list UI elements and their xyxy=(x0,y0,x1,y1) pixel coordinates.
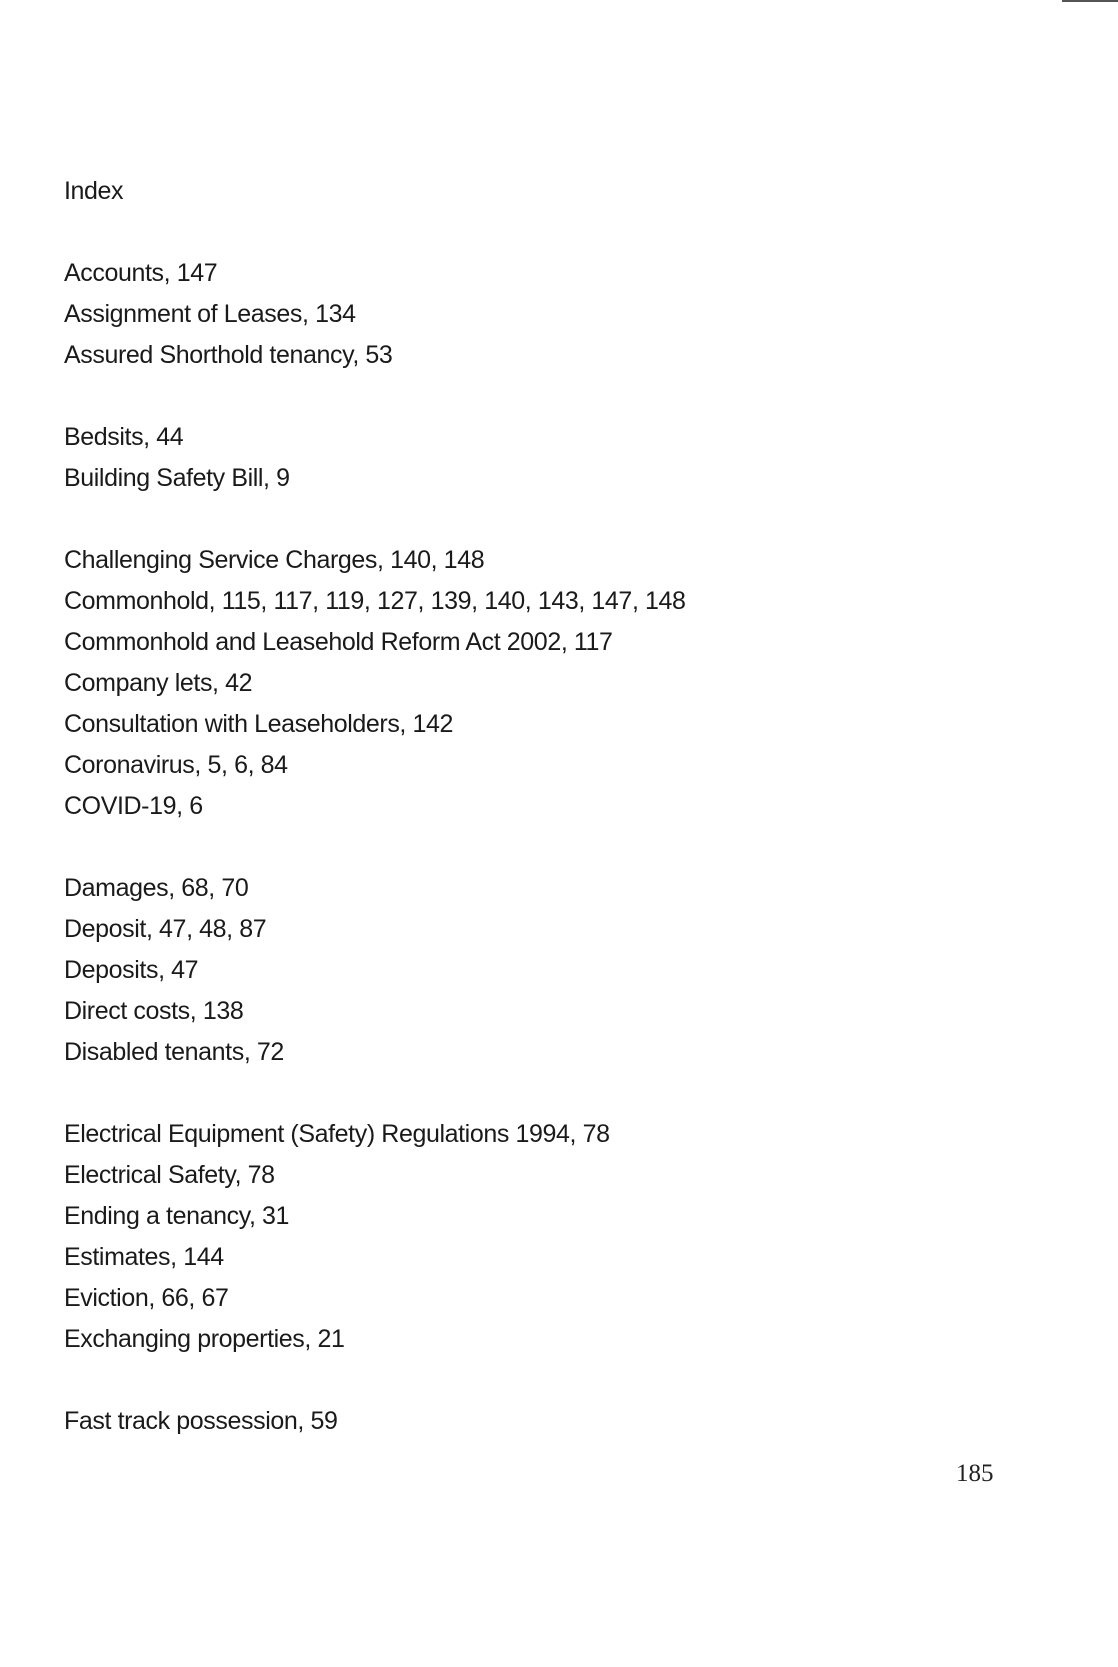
index-title: Index xyxy=(64,177,124,205)
blank-line xyxy=(64,212,686,253)
index-entry: Electrical Equipment (Safety) Regulations 1994, 78 xyxy=(64,1120,610,1148)
blank-line xyxy=(64,1073,686,1114)
index-entry: Coronavirus, 5, 6, 84 xyxy=(64,751,288,779)
index-entry: Eviction, 66, 67 xyxy=(64,1284,229,1312)
index-entry: Electrical Safety, 78 xyxy=(64,1161,275,1189)
index-entry: COVID-19, 6 xyxy=(64,792,203,820)
index-list xyxy=(64,171,686,1442)
blank-line xyxy=(64,827,686,868)
index-entry: Deposit, 47, 48, 87 xyxy=(64,915,267,943)
index-entry: Commonhold, 115, 117, 119, 127, 139, 140, 143, 147, 148 xyxy=(64,587,686,615)
index-entry: Assured Shorthold tenancy, 53 xyxy=(64,341,393,369)
index-entry: Accounts, 147 xyxy=(64,259,218,287)
index-entry: Ending a tenancy, 31 xyxy=(64,1202,290,1230)
blank-line xyxy=(64,499,686,540)
page-number: 185 xyxy=(956,1460,994,1487)
index-groups xyxy=(64,253,686,1442)
index-entry: Direct costs, 138 xyxy=(64,997,244,1025)
index-entry: Challenging Service Charges, 140, 148 xyxy=(64,546,485,574)
index-entry: Estimates, 144 xyxy=(64,1243,224,1271)
index-entry: Disabled tenants, 72 xyxy=(64,1038,284,1066)
index-entry: Commonhold and Leasehold Reform Act 2002, 117 xyxy=(64,628,613,656)
index-entry: Exchanging properties, 21 xyxy=(64,1325,345,1353)
page-edge-line xyxy=(1062,0,1118,2)
index-entry: Company lets, 42 xyxy=(64,669,253,697)
index-entry: Damages, 68, 70 xyxy=(64,874,249,902)
index-entry: Assignment of Leases, 134 xyxy=(64,300,356,328)
index-entry: Bedsits, 44 xyxy=(64,423,184,451)
blank-line xyxy=(64,376,686,417)
index-entry: Building Safety Bill, 9 xyxy=(64,464,290,492)
blank-line xyxy=(64,1360,686,1401)
index-entry: Deposits, 47 xyxy=(64,956,199,984)
index-entry: Fast track possession, 59 xyxy=(64,1407,338,1435)
index-entry: Consultation with Leaseholders, 142 xyxy=(64,710,454,738)
